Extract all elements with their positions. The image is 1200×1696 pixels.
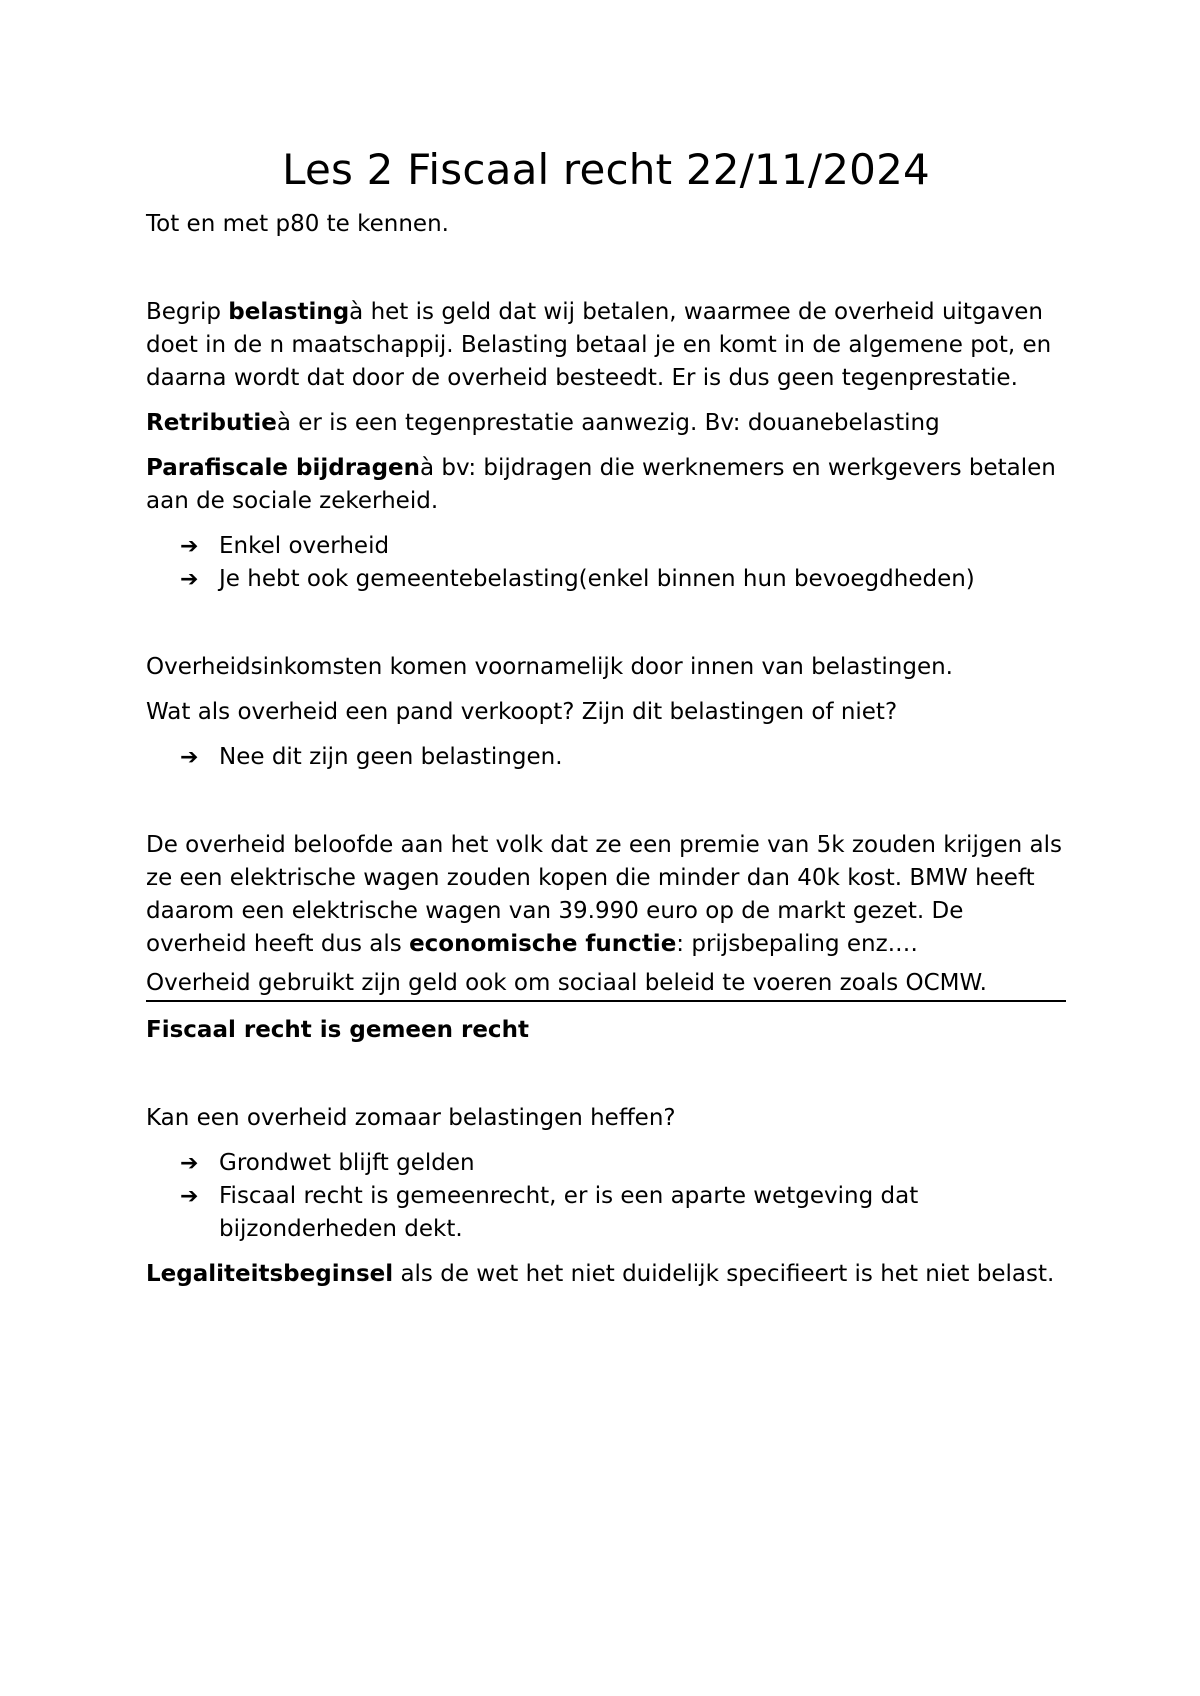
arrow-right-icon: ➔: [180, 1184, 199, 1209]
arrow-right-icon: ➔: [180, 567, 199, 592]
list-item-text: Je hebt ook gemeentebelasting(enkel binnen hun bevoegdheden): [219, 566, 975, 592]
premie-suffix: : prijsbepaling enz.…: [676, 931, 918, 957]
arrow-list-1: [146, 530, 1066, 596]
parafiscale-text: à bv: bijdragen die werknemers en werkgevers betalen aan de sociale zekerheid.: [146, 455, 1056, 514]
legaliteit-paragraph: [146, 1258, 1066, 1291]
retributie-paragraph: [146, 407, 1066, 440]
list-item-text: Enkel overheid: [219, 533, 390, 559]
heffen-question-paragraph: Kan een overheid zomaar belastingen heffen?: [146, 1105, 676, 1131]
retributie-term: Retributie: [146, 410, 277, 436]
premie-paragraph: [146, 829, 1066, 961]
premie-text: De overheid beloofde aan het volk dat ze een premie van 5k zouden krijgen als ze een elektrische wagen zouden kopen die minder dan 40k kost. BMW heeft daarom een elektrische wagen van 39.990 euro op de markt gezet. De overheid heeft dus als: [146, 832, 1062, 957]
belasting-text: à het is geld dat wij betalen, waarmee de overheid uitgaven doet in de n maatschappij. Belasting betaal je en komt in de algemene pot, en daarna wordt dat door de overheid besteedt. Er is dus geen tegenprestatie.: [146, 299, 1052, 391]
list-item: [146, 1180, 1066, 1246]
parafiscale-paragraph: [146, 452, 1066, 518]
list-item-text: Fiscaal recht is gemeenrecht, er is een aparte wetgeving dat bijzonderheden dekt.: [219, 1183, 919, 1242]
arrow-list-3: [146, 1147, 1066, 1246]
document-page: [146, 140, 1066, 1291]
overheidsinkomsten-paragraph: Overheidsinkomsten komen voornamelijk door innen van belastingen.: [146, 654, 953, 680]
belasting-prefix: Begrip: [146, 299, 229, 325]
list-item-text: Nee dit zijn geen belastingen.: [219, 744, 563, 770]
fiscaal-gemeen-heading: Fiscaal recht is gemeen recht: [146, 1017, 529, 1043]
arrow-right-icon: ➔: [180, 745, 199, 770]
belasting-term: belasting: [228, 299, 350, 325]
arrow-right-icon: ➔: [180, 534, 199, 559]
premie-term: economische functie: [409, 931, 677, 957]
legaliteit-text: als de wet het niet duidelijk specifieert is het niet belast.: [393, 1261, 1055, 1287]
list-item: [146, 563, 1066, 596]
parafiscale-term: Parafiscale bijdragen: [146, 455, 421, 481]
retributie-text: à er is een tegenprestatie aanwezig. Bv: douanebelasting: [276, 410, 940, 436]
list-item: [146, 1147, 1066, 1180]
page-title: Les 2 Fiscaal recht 22/11/2024: [282, 145, 930, 194]
arrow-right-icon: ➔: [180, 1151, 199, 1176]
list-item: [146, 741, 1066, 774]
legaliteit-term: Legaliteitsbeginsel: [146, 1261, 394, 1287]
list-item-text: Grondwet blijft gelden: [219, 1150, 475, 1176]
intro-paragraph: Tot en met p80 te kennen.: [146, 211, 449, 237]
sociaal-paragraph: Overheid gebruikt zijn geld ook om sociaal beleid te voeren zoals OCMW.: [146, 967, 1066, 1002]
pand-question-paragraph: Wat als overheid een pand verkoopt? Zijn dit belastingen of niet?: [146, 699, 898, 725]
list-item: [146, 530, 1066, 563]
arrow-list-2: [146, 741, 1066, 774]
belasting-paragraph: [146, 296, 1066, 395]
